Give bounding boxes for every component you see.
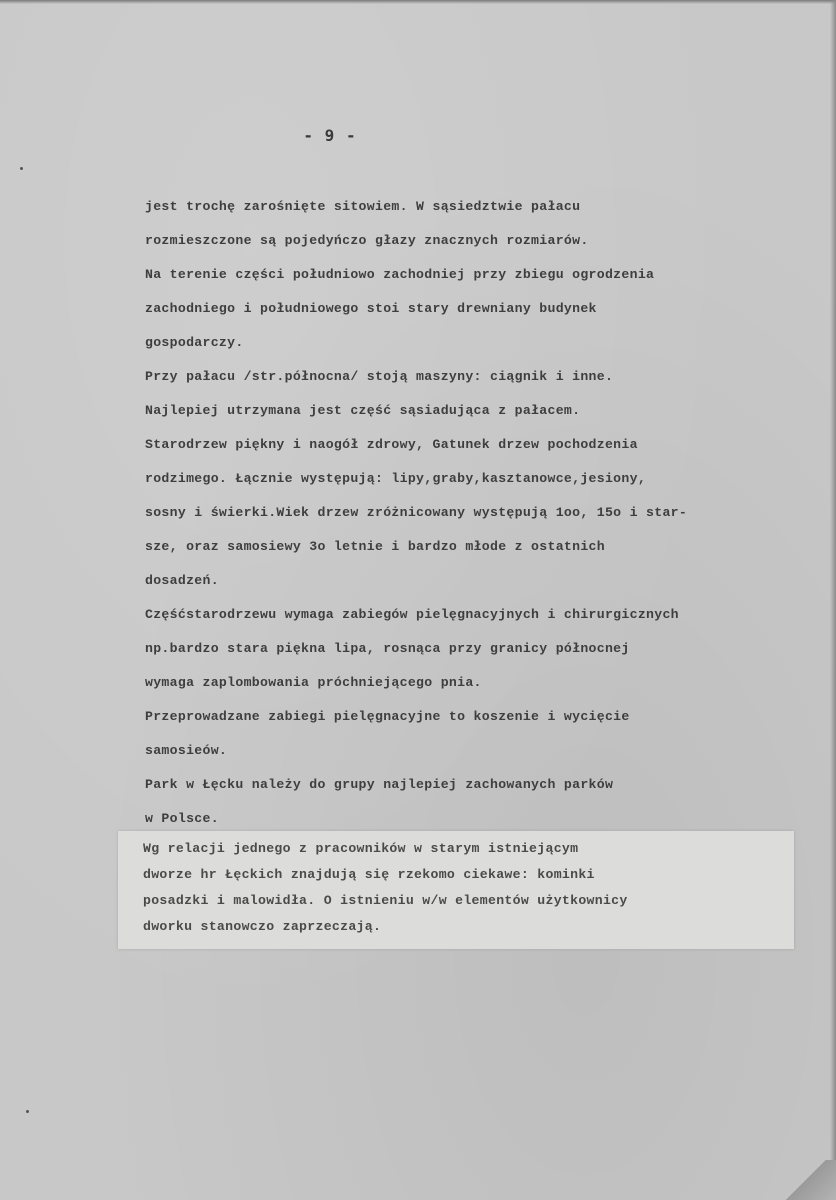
body-line: np.bardzo stara piękna lipa, rosnąca przy granicy północnej (145, 641, 630, 656)
note-line: Wg relacji jednego z pracowników w starym istniejącym (143, 841, 579, 856)
body-line: w Polsce. (145, 811, 219, 826)
body-line: jest trochę zarośnięte sitowiem. W sąsiedztwie pałacu (145, 199, 581, 214)
body-line: sze, oraz samosiewy 3o letnie i bardzo młode z ostatnich (145, 539, 605, 554)
body-line: dosadzeń. (145, 573, 219, 588)
scan-speck (26, 1110, 29, 1113)
body-line: samosieów. (145, 743, 228, 758)
body-line: Starodrzew piękny i naogół zdrowy, Gatunek drzew pochodzenia (145, 437, 638, 452)
body-line: rodzimego. Łącznie występują: lipy,graby,kasztanowce,jesiony, (145, 471, 647, 486)
body-line: Park w Łęcku należy do grupy najlepiej zachowanych parków (145, 777, 614, 792)
body-line: Częśćstarodrzewu wymaga zabiegów pielęgnacyjnych i chirurgicznych (145, 607, 679, 622)
note-line: dworku stanowczo zaprzeczają. (143, 919, 382, 934)
body-line: Przeprowadzane zabiegi pielęgnacyjne to koszenie i wycięcie (145, 709, 630, 724)
scan-edge-top (0, 0, 836, 4)
body-line: Na terenie części południowo zachodniej przy zbiegu ogrodzenia (145, 267, 655, 282)
body-line: zachodniego i południowego stoi stary drewniany budynek (145, 301, 597, 316)
body-line: gospodarczy. (145, 335, 244, 350)
pasted-note-text (143, 836, 793, 940)
body-line: Przy pałacu /str.północna/ stoją maszyny: ciągnik i inne. (145, 369, 614, 384)
note-line: posadzki i malowidła. O istnieniu w/w elementów użytkownicy (143, 893, 628, 908)
body-line: rozmieszczone są pojedyńczo głazy znacznych rozmiarów. (145, 233, 589, 248)
body-line: sosny i świerki.Wiek drzew zróżnicowany występują 1oo, 15o i star- (145, 505, 688, 520)
body-line: wymaga zaplombowania próchniejącego pnia. (145, 675, 482, 690)
note-line: dworze hr Łęckich znajdują się rzekomo ciekawe: kominki (143, 867, 595, 882)
body-text (145, 190, 835, 836)
scan-speck (20, 167, 23, 170)
page-corner-fold (776, 1160, 836, 1200)
page-number: - 9 - (303, 126, 357, 145)
body-line: Najlepiej utrzymana jest część sąsiadująca z pałacem. (145, 403, 581, 418)
